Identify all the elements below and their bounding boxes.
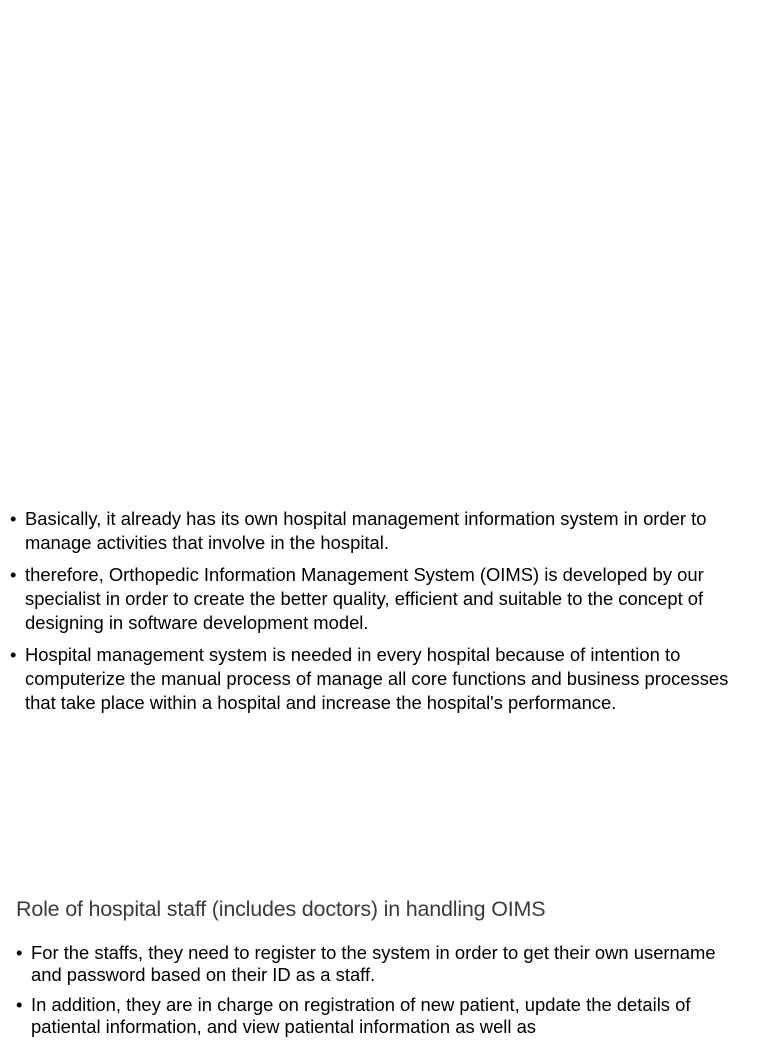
bullet-icon: • [10, 564, 17, 585]
section-heading: Role of hospital staff (includes doctors) in handling OIMS [16, 897, 546, 921]
bullet-text: For the staffs, they need to register to the system in order to get their own username and password based on their ID as a staff. [31, 942, 716, 985]
bullet-text: In addition, they are in charge on registration of new patient, update the details of patiental information, and view patiental information as well as [31, 994, 691, 1037]
staff-role-bullet-list [16, 942, 746, 1046]
list-item [10, 643, 750, 715]
list-item [10, 507, 750, 555]
bullet-text: Basically, it already has its own hospital management information system in order to manage activities that involve in the hospital. [25, 508, 707, 553]
bullet-text: Hospital management system is needed in every hospital because of intention to computerize the manual process of manage all core functions and business processes that take place within a hospital and increase the hospital's performance. [25, 644, 729, 713]
bullet-icon: • [10, 508, 17, 529]
list-item [16, 994, 746, 1038]
list-item [16, 942, 746, 986]
intro-bullet-list [10, 507, 750, 723]
bullet-icon: • [10, 644, 17, 665]
blank-slide-area [0, 0, 768, 500]
bullet-icon: • [16, 994, 23, 1015]
list-item [10, 563, 750, 635]
bullet-icon: • [16, 942, 23, 963]
bullet-text: therefore, Orthopedic Information Management System (OIMS) is developed by our specialist in order to create the better quality, efficient and suitable to the concept of designing in software development model. [25, 564, 704, 633]
